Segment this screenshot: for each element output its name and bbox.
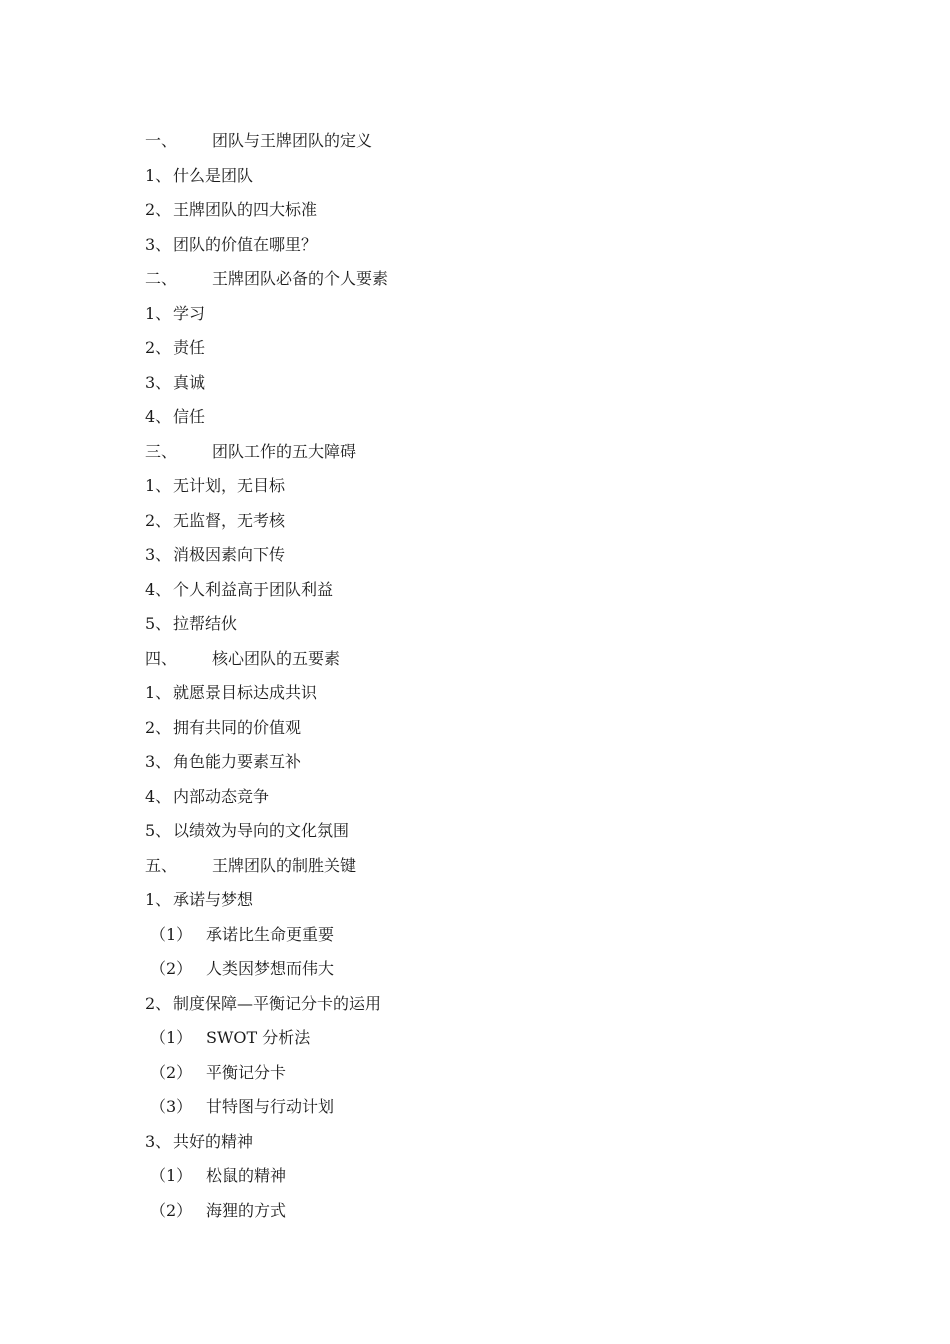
item-text: 个人利益高于团队利益: [173, 579, 334, 599]
item-text: 承诺比生命更重要: [206, 924, 335, 944]
outline-subitem: [145, 1021, 845, 1056]
item-number: 4、: [145, 579, 172, 599]
outline-item: [145, 538, 845, 573]
outline-item: [145, 676, 845, 711]
item-number: 五、: [145, 855, 178, 875]
item-text: 以绩效为导向的文化氛围: [173, 821, 350, 840]
outline-subitem: [145, 918, 845, 953]
outline-item: [145, 469, 845, 504]
outline-item: [145, 883, 845, 918]
item-number: 三、: [145, 441, 178, 461]
outline-item: [145, 780, 845, 815]
outline-item: [145, 331, 845, 366]
section-heading: [145, 435, 845, 470]
item-text: 团队的价值在哪里？: [173, 234, 318, 254]
item-number: 3、: [145, 752, 172, 771]
item-number: 4、: [145, 407, 172, 426]
item-text: 团队与王牌团队的定义: [212, 131, 373, 150]
item-text: 承诺与梦想: [173, 890, 254, 909]
item-text: 团队工作的五大障碍: [212, 441, 357, 461]
item-text: 什么是团队: [173, 165, 254, 185]
training-outline: [145, 124, 845, 1228]
item-text: 共好的精神: [173, 1131, 254, 1151]
item-number: 二、: [145, 269, 178, 288]
item-text: 角色能力要素互补: [173, 752, 302, 771]
item-text: 责任: [173, 338, 206, 357]
item-number: 3、: [145, 372, 172, 392]
item-text: 消极因素向下传: [173, 545, 286, 564]
outline-subitem: [145, 1159, 845, 1194]
item-number: 1、: [145, 476, 172, 495]
outline-subitem: [145, 1194, 845, 1229]
item-number: 3、: [145, 1131, 172, 1151]
item-number: 一、: [145, 131, 178, 150]
outline-item: [145, 814, 845, 849]
item-text: 松鼠的精神: [206, 1166, 287, 1185]
item-text: 人类因梦想而伟大: [206, 959, 335, 978]
item-number: 1、: [145, 683, 172, 702]
item-number: （2）: [150, 959, 193, 978]
section-heading: [145, 642, 845, 677]
outline-subitem: [145, 1056, 845, 1091]
outline-item: [145, 573, 845, 608]
outline-item: [145, 711, 845, 746]
item-text: 王牌团队必备的个人要素: [212, 269, 389, 288]
outline-item: [145, 745, 845, 780]
item-number: 1、: [145, 165, 172, 185]
item-number: 3、: [145, 545, 172, 564]
outline-subitem: [145, 952, 845, 987]
item-text: 海狸的方式: [206, 1200, 287, 1220]
item-number: （1）: [150, 1028, 193, 1047]
item-number: 5、: [145, 821, 172, 840]
outline-item: [145, 504, 845, 539]
item-text: 学习: [173, 303, 206, 323]
outline-item: [145, 987, 845, 1022]
outline-item: [145, 297, 845, 332]
item-text: 无监督，无考核: [173, 510, 286, 530]
section-heading: [145, 124, 845, 159]
item-number: （3）: [150, 1097, 193, 1116]
outline-item: [145, 193, 845, 228]
item-text: 就愿景目标达成共识: [173, 683, 318, 702]
item-text: 核心团队的五要素: [212, 648, 341, 668]
item-number: （2）: [150, 1200, 193, 1220]
section-heading: [145, 849, 845, 884]
item-text: 王牌团队的制胜关键: [212, 855, 357, 875]
item-text: 信任: [173, 407, 206, 426]
section-heading: [145, 262, 845, 297]
item-text: 平衡记分卡: [206, 1062, 287, 1082]
item-text: 王牌团队的四大标准: [173, 200, 318, 219]
item-number: 5、: [145, 614, 172, 633]
outline-item: [145, 1125, 845, 1160]
item-number: 2、: [145, 717, 172, 737]
outline-item: [145, 228, 845, 263]
item-number: 2、: [145, 510, 172, 530]
outline-subitem: [145, 1090, 845, 1125]
item-text: 拉帮结伙: [173, 614, 238, 633]
item-number: （1）: [150, 1166, 193, 1185]
outline-item: [145, 366, 845, 401]
item-number: 4、: [145, 786, 172, 806]
item-number: 2、: [145, 200, 172, 219]
outline-item: [145, 607, 845, 642]
item-number: 2、: [145, 993, 172, 1013]
item-text: 无计划，无目标: [173, 476, 286, 495]
item-number: （1）: [150, 924, 193, 944]
item-number: 2、: [145, 338, 172, 357]
item-number: 四、: [145, 648, 178, 668]
item-text: 内部动态竞争: [173, 786, 270, 806]
item-number: 1、: [145, 890, 172, 909]
item-number: 1、: [145, 303, 172, 323]
item-text: SWOT 分析法: [206, 1028, 311, 1047]
item-text: 甘特图与行动计划: [206, 1097, 335, 1116]
outline-item: [145, 159, 845, 194]
item-number: 3、: [145, 234, 172, 254]
item-text: 制度保障—平衡记分卡的运用: [173, 993, 382, 1013]
item-number: （2）: [150, 1062, 193, 1082]
item-text: 真诚: [173, 372, 206, 392]
outline-item: [145, 400, 845, 435]
item-text: 拥有共同的价值观: [173, 717, 302, 737]
